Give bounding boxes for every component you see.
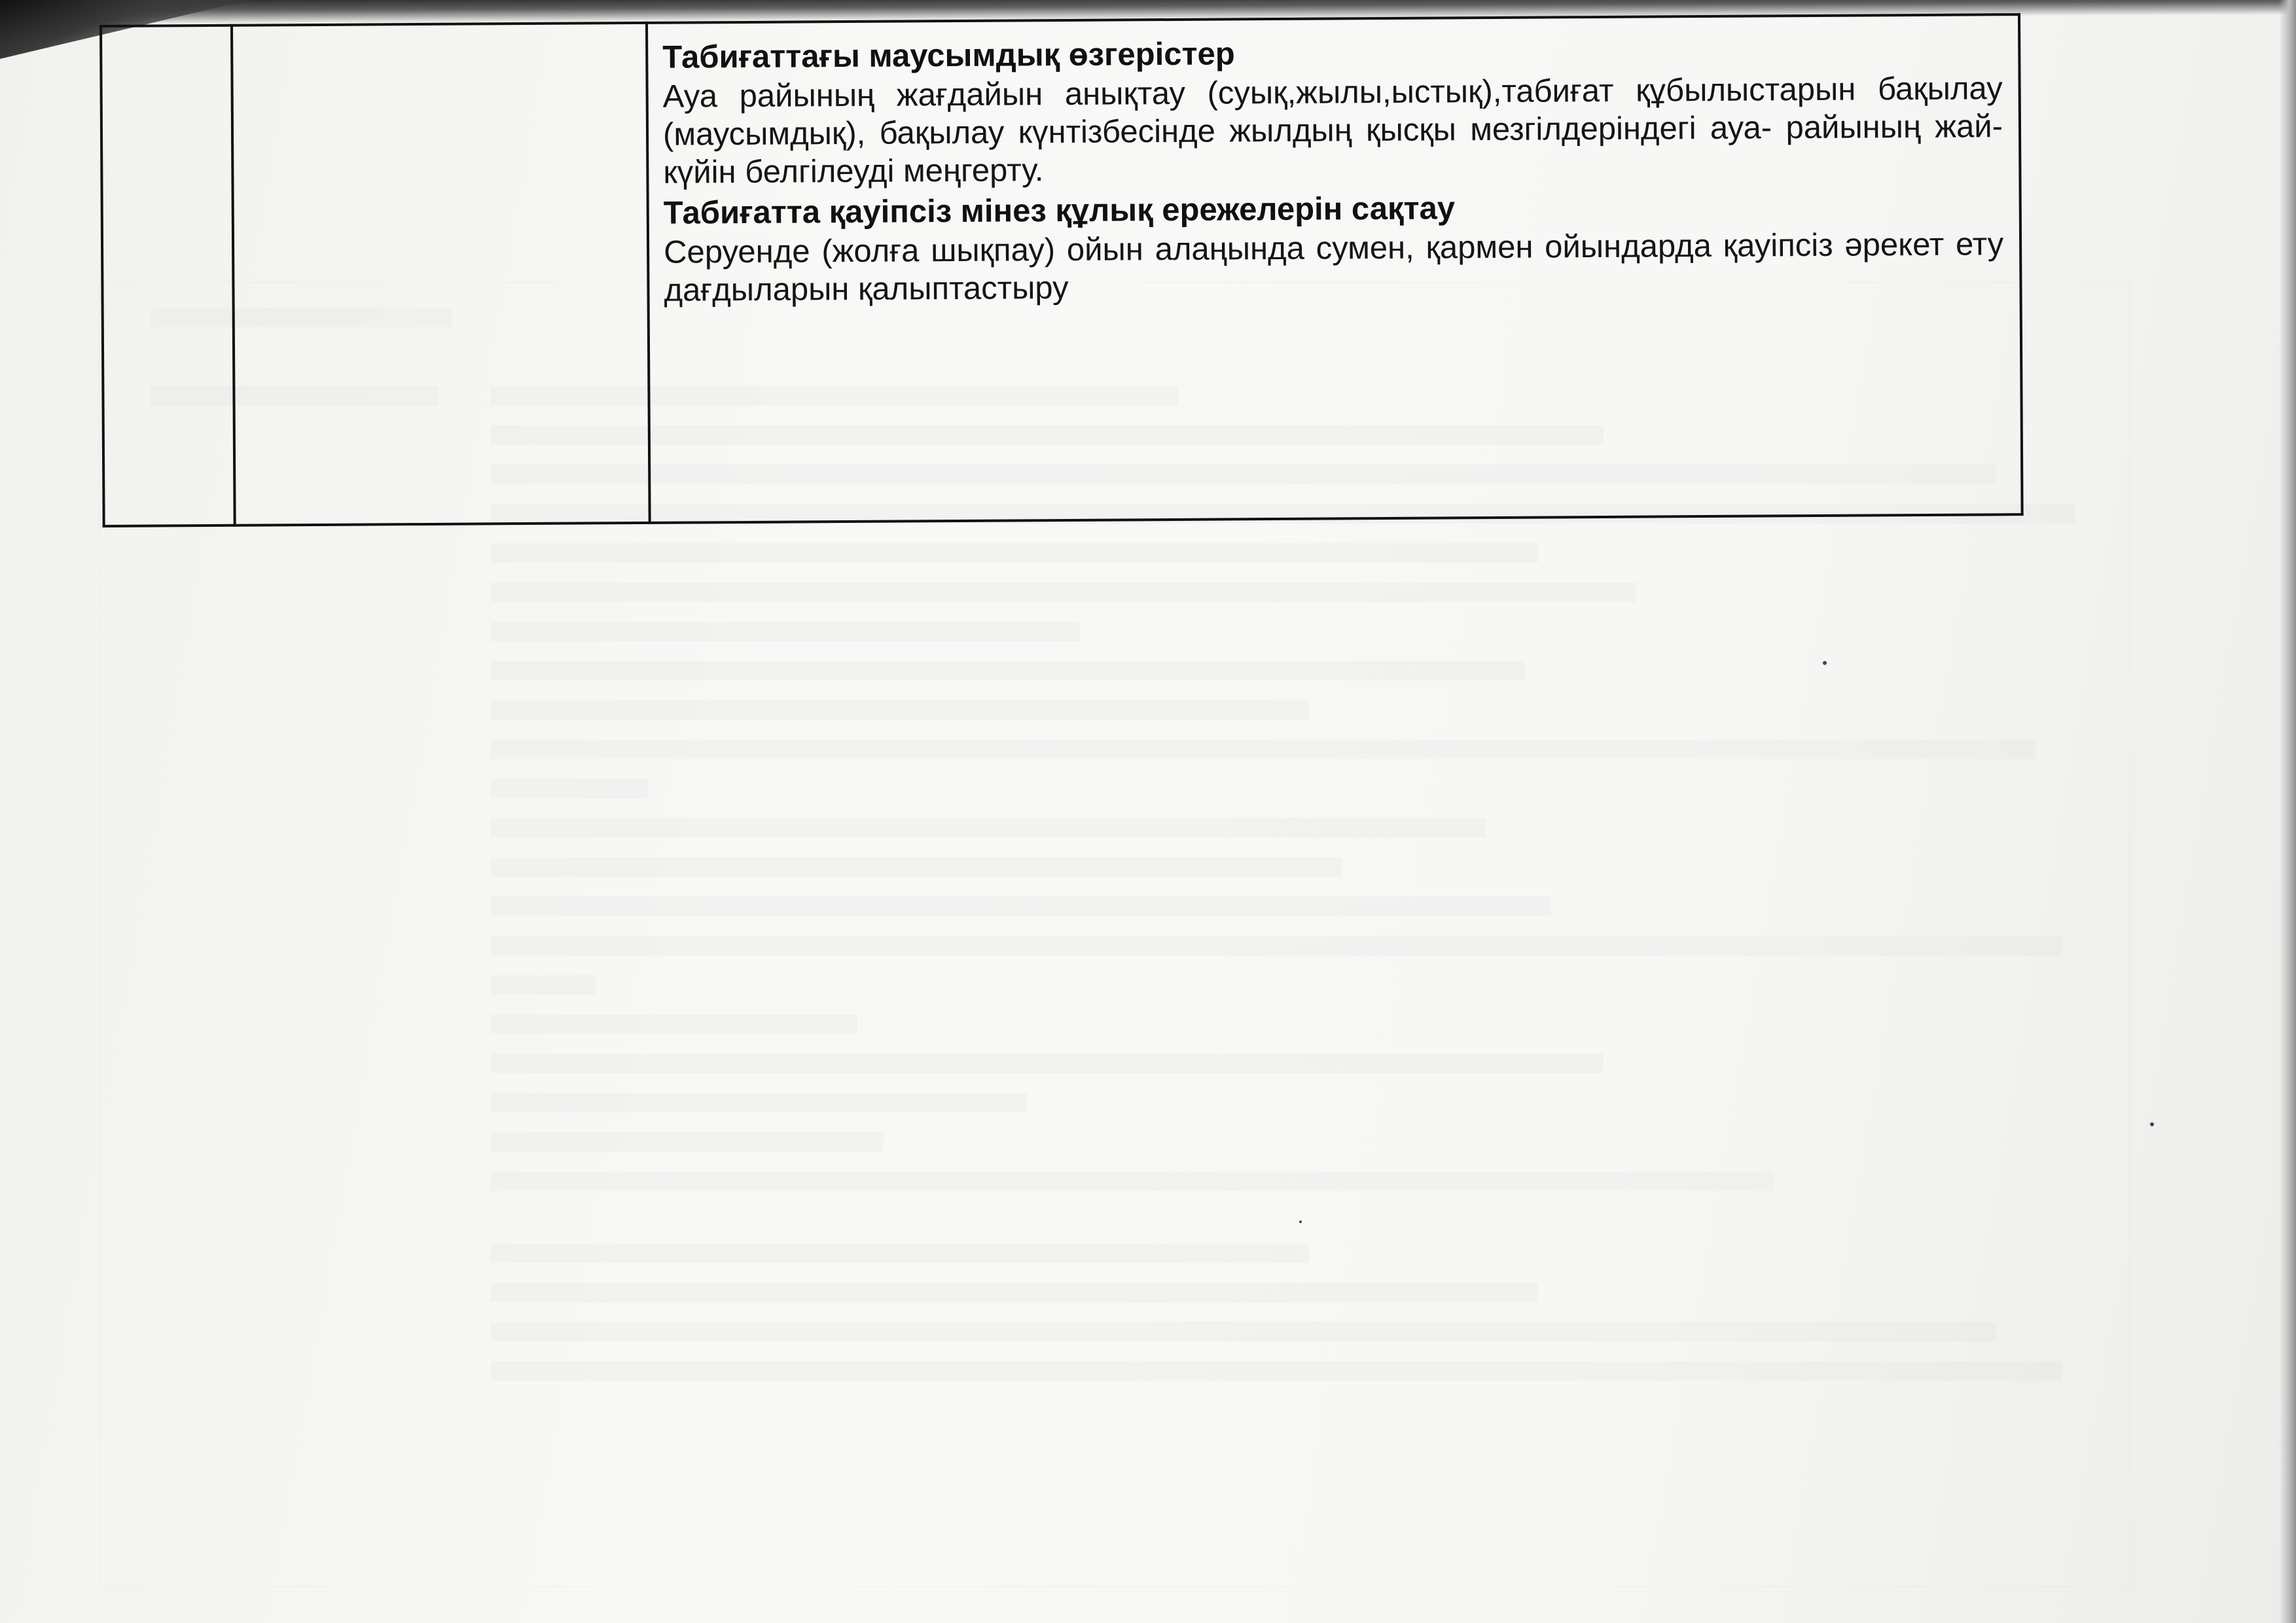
bleed-through-line — [491, 897, 1551, 916]
bleed-through-line — [491, 779, 648, 798]
section-heading-safe-behavior: Табиғатта қауіпсіз мінез құлық ережелерін сақтау — [663, 190, 1456, 231]
bleed-through-line — [491, 1283, 1538, 1302]
bleed-through-line — [491, 740, 2036, 759]
bleed-through-line — [491, 936, 2062, 955]
section-text-seasonal-changes: Ауа райының жағдайын анықтау (суық,жылы,ыстық),табиғат құбылыстарын бақылау (маусымдық), бақылау күнтізбесінде жылдың қысқы мезгілдеріндегі ауа- райының жай- күйін белгілеуді меңгерту. — [662, 71, 2003, 190]
bleed-through-line — [491, 622, 1080, 641]
bleed-through-line — [491, 1054, 1604, 1073]
content-cell — [647, 14, 2022, 523]
scan-speck — [1299, 1221, 1302, 1223]
bleed-through-line — [491, 661, 1525, 681]
bleed-through-line — [491, 1243, 1309, 1263]
empty-cell-middle — [232, 23, 650, 526]
scan-speck — [2150, 1122, 2154, 1126]
bleed-through-line — [491, 1322, 1996, 1342]
bleed-through-line — [491, 1361, 2062, 1381]
bleed-through-line — [491, 818, 1486, 838]
section-heading-seasonal-changes: Табиғаттағы маусымдық өзгерістер — [662, 36, 1235, 75]
section-text-safe-behavior: Серуенде (жолға шықпау) ойын алаңында сумен, қармен ойындарда қауіпсіз әрекет ету дағдыларын қалыптастыру — [663, 226, 2004, 308]
bleed-through-line — [491, 1014, 857, 1034]
bleed-through-line — [491, 975, 596, 995]
scan-right-edge — [2279, 0, 2296, 1623]
table-row — [101, 14, 2022, 526]
empty-cell-left — [101, 26, 235, 526]
bleed-through-line — [491, 582, 1636, 602]
curriculum-table — [99, 13, 2024, 527]
bleed-through-line — [491, 1093, 1028, 1113]
bleed-through-line — [491, 1132, 884, 1152]
scan-speck — [1823, 661, 1827, 665]
bleed-through-line — [491, 700, 1309, 720]
bleed-through-line — [491, 857, 1342, 877]
bleed-through-line — [491, 1171, 1774, 1191]
bleed-through-line — [491, 543, 1538, 563]
